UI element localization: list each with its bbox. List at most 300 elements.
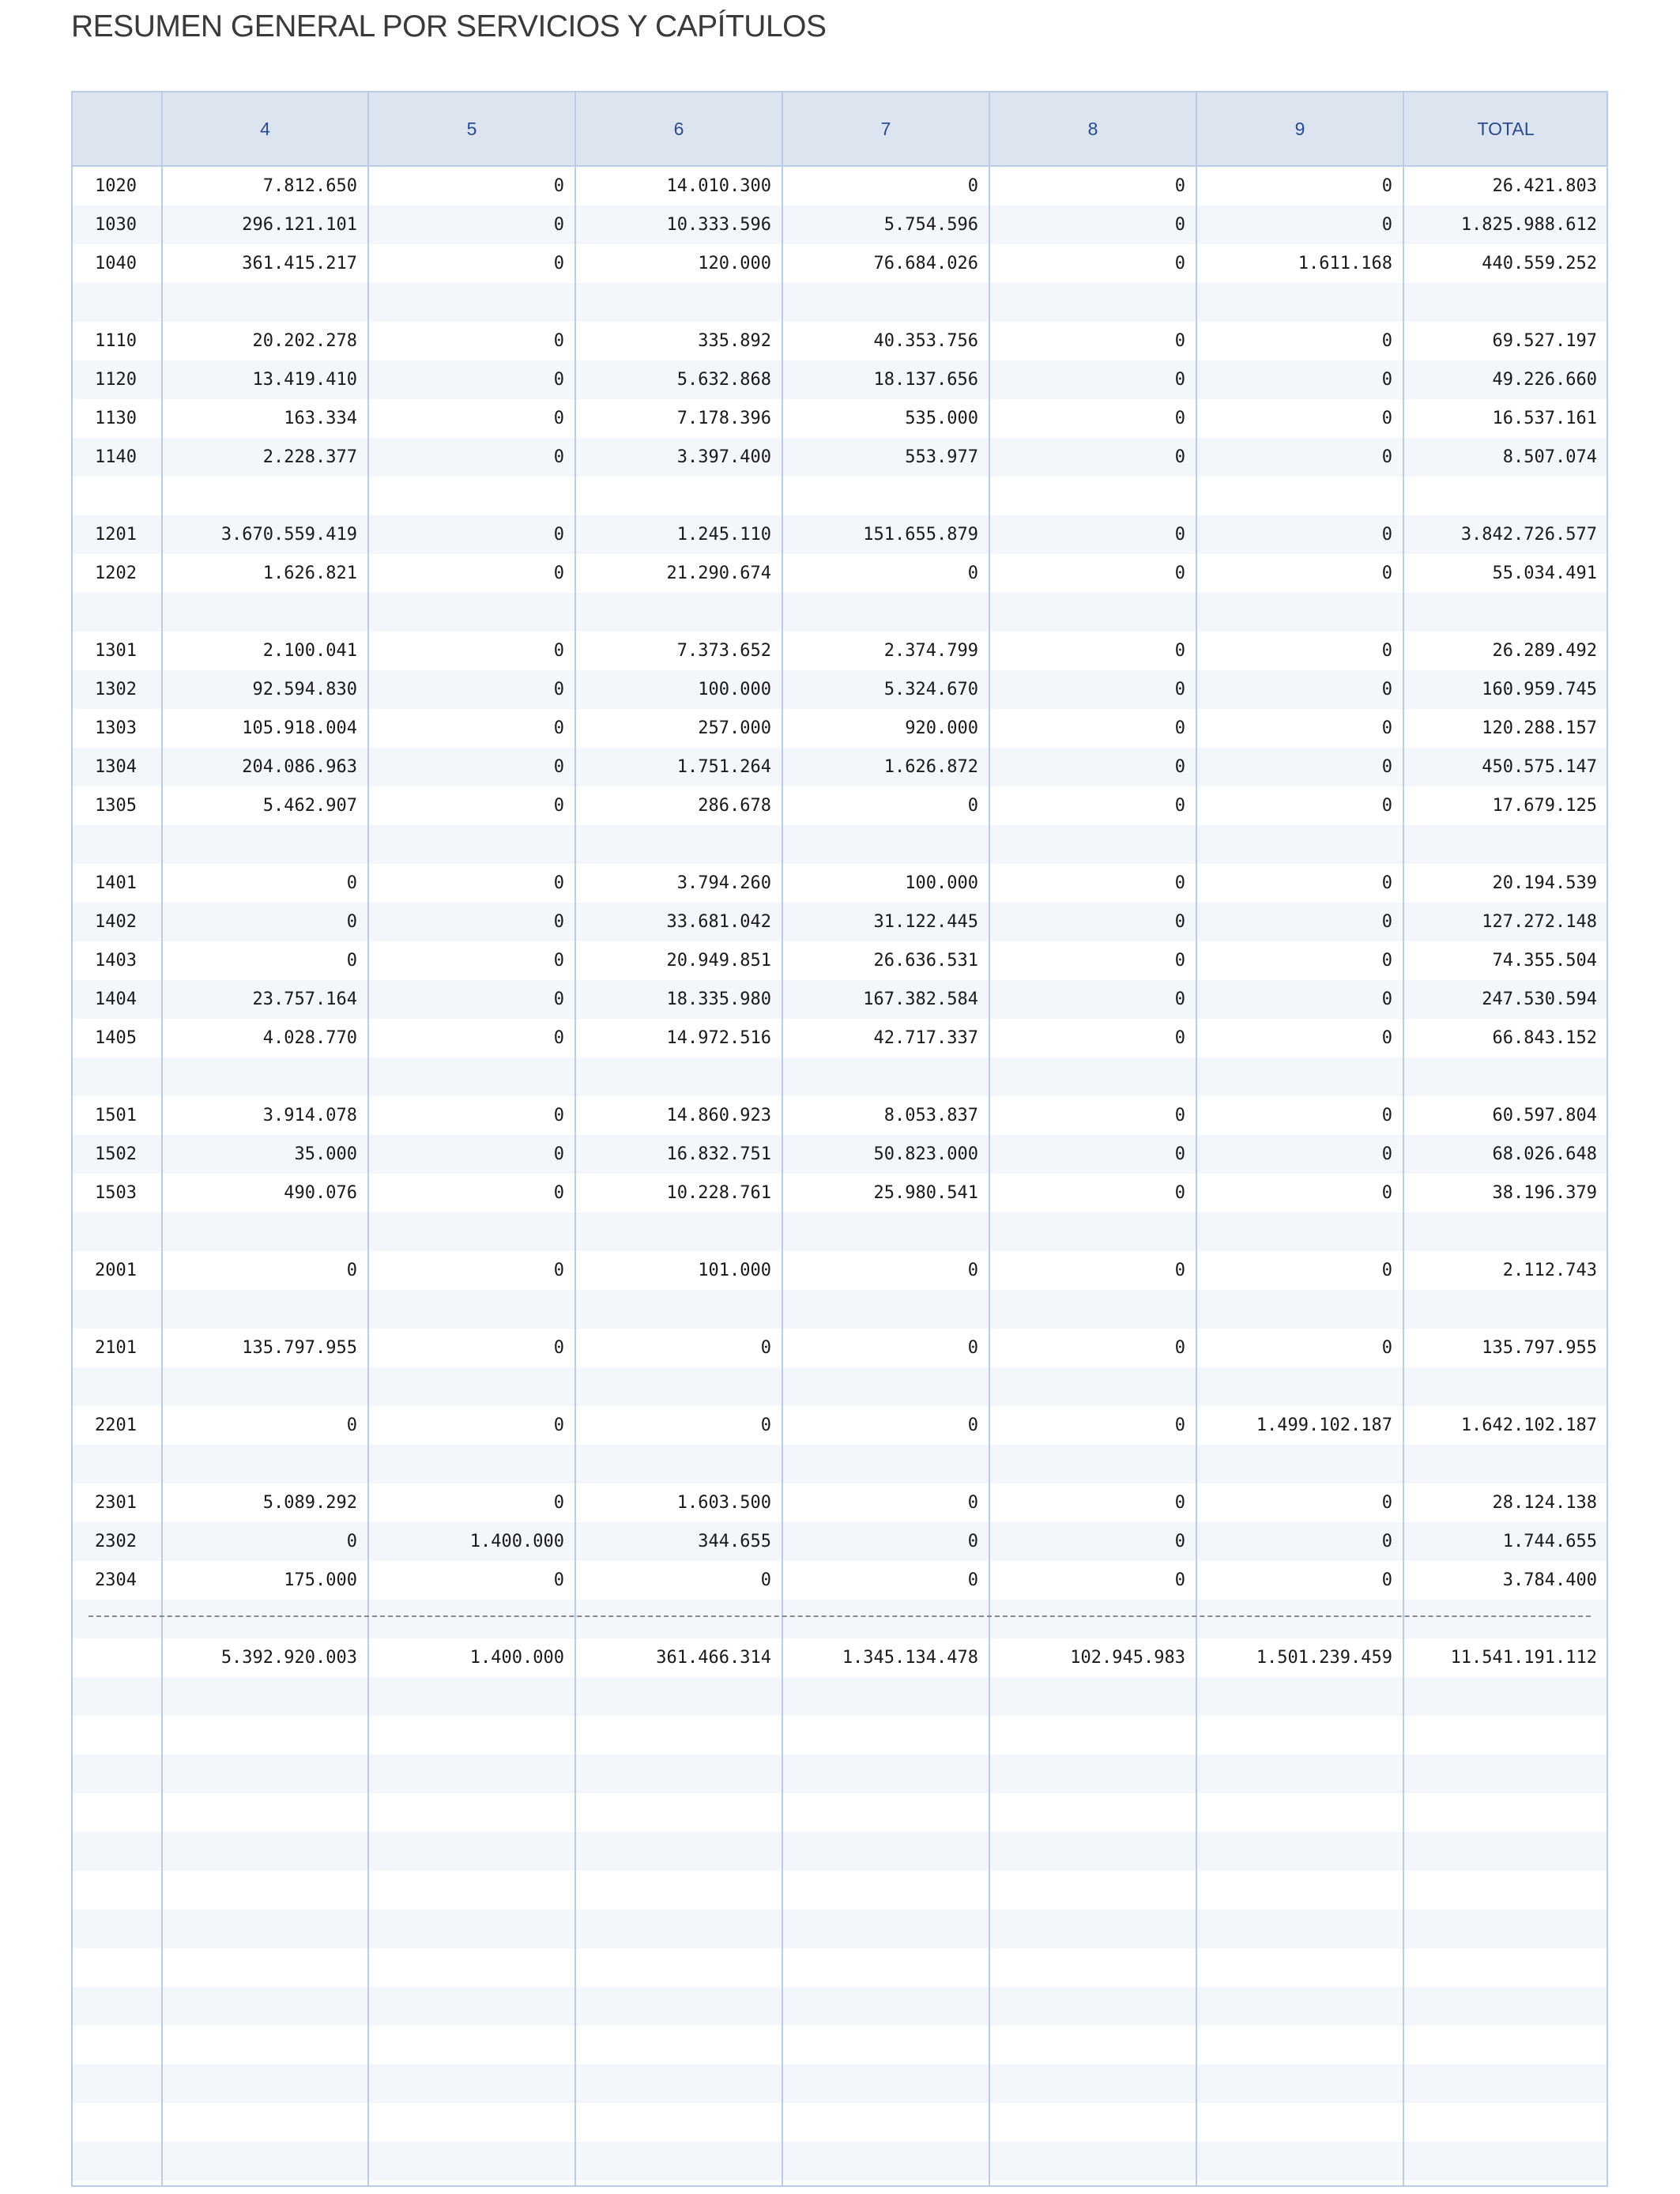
row-stripe — [73, 1909, 1607, 1948]
row-code: 1140 — [95, 447, 137, 467]
row-stripe — [73, 1600, 1607, 1638]
cell-cap-8: 0 — [1174, 641, 1185, 661]
row-code: 1402 — [95, 912, 137, 932]
cell-cap-8: 0 — [1174, 176, 1185, 196]
table-row — [73, 786, 1607, 825]
row-code: 2101 — [95, 1338, 137, 1358]
cell-cap-4: 163.334 — [284, 409, 357, 428]
cell-cap-4: 5.089.292 — [262, 1493, 357, 1513]
row-stripe — [73, 1367, 1607, 1406]
cell-cap-6: 20.949.851 — [666, 951, 771, 971]
table-row — [73, 670, 1607, 709]
cell-cap-9: 0 — [1381, 409, 1392, 428]
cell-cap-6: 100.000 — [698, 680, 771, 699]
cell-cap-7: 26.636.531 — [873, 951, 978, 971]
cell-cap-5: 0 — [553, 680, 564, 699]
cell-total: 49.226.660 — [1492, 370, 1597, 390]
row-stripe — [73, 1290, 1607, 1329]
cell-cap-9: 0 — [1381, 370, 1392, 390]
cell-cap-9: 0 — [1381, 215, 1392, 235]
cell-total: 68.026.648 — [1492, 1144, 1597, 1164]
cell-cap-7: 42.717.337 — [873, 1028, 978, 1048]
cell-cap-5: 0 — [553, 564, 564, 583]
column-divider — [367, 92, 369, 2185]
cell-cap-9: 0 — [1381, 1144, 1392, 1164]
total-row — [73, 1638, 1607, 1677]
cell-cap-5: 0 — [553, 176, 564, 196]
cell-cap-4: 23.757.164 — [252, 990, 357, 1009]
cell-total: 247.530.594 — [1482, 990, 1597, 1009]
cell-cap-9: 0 — [1381, 1570, 1392, 1590]
cell-cap-7: 0 — [967, 1338, 978, 1358]
cell-cap-4: 2.100.041 — [262, 641, 357, 661]
header-cell-7: 7 — [880, 119, 891, 139]
row-stripe — [73, 2181, 1607, 2187]
cell-cap-5: 0 — [553, 1106, 564, 1125]
cell-cap-6: 0 — [760, 1570, 771, 1590]
cell-cap-7: 0 — [967, 1570, 978, 1590]
cell-cap-5: 0 — [553, 1028, 564, 1048]
cell-cap-5: 0 — [553, 215, 564, 235]
cell-cap-8: 0 — [1174, 990, 1185, 1009]
cell-cap-8: 0 — [1174, 951, 1185, 971]
column-divider — [989, 92, 990, 2185]
row-stripe — [73, 1212, 1607, 1251]
table-row — [73, 438, 1607, 477]
cell-cap-9: 0 — [1381, 641, 1392, 661]
cell-cap-7: 920.000 — [905, 718, 978, 738]
cell-cap-8: 0 — [1174, 1106, 1185, 1125]
cell-cap-6: 1.751.264 — [676, 757, 771, 777]
cell-cap-8: 0 — [1174, 370, 1185, 390]
row-stripe — [73, 1057, 1607, 1096]
row-stripe — [73, 1755, 1607, 1793]
cell-cap-4: 1.626.821 — [262, 564, 357, 583]
cell-cap-8: 0 — [1174, 215, 1185, 235]
cell-cap-7: 18.137.656 — [873, 370, 978, 390]
row-code: 2001 — [95, 1261, 137, 1280]
cell-cap-8: 0 — [1174, 447, 1185, 467]
cell-cap-8: 0 — [1174, 680, 1185, 699]
cell-cap-7: 76.684.026 — [873, 254, 978, 273]
row-stripe — [73, 2064, 1607, 2103]
cell-cap-9: 0 — [1381, 1028, 1392, 1048]
cell-cap-5: 0 — [553, 757, 564, 777]
cell-cap-5: 0 — [553, 718, 564, 738]
cell-cap-6: 14.972.516 — [666, 1028, 771, 1048]
cell-cap-7: 0 — [967, 1416, 978, 1435]
row-stripe — [73, 1793, 1607, 1832]
cell-cap-4: 490.076 — [284, 1183, 357, 1203]
table-row — [73, 1096, 1607, 1135]
cell-cap-7: 50.823.000 — [873, 1144, 978, 1164]
cell-cap-6: 5.632.868 — [676, 370, 771, 390]
cell-cap-7: 1.626.872 — [883, 757, 978, 777]
cell-cap-6: 1.245.110 — [676, 525, 771, 545]
row-code: 1040 — [95, 254, 137, 273]
header-cell-4: 4 — [260, 119, 270, 139]
cell-cap-6: 3.397.400 — [676, 447, 771, 467]
cell-cap-6: 0 — [760, 1416, 771, 1435]
cell-cap-8: 0 — [1174, 1416, 1185, 1435]
cell-cap-8: 0 — [1174, 1570, 1185, 1590]
cell-cap-5: 0 — [553, 409, 564, 428]
cell-cap-5: 0 — [553, 254, 564, 273]
row-stripe — [73, 593, 1607, 631]
cell-cap-7: 5.754.596 — [883, 215, 978, 235]
cell-cap-8: 0 — [1174, 1261, 1185, 1280]
cell-total: 69.527.197 — [1492, 331, 1597, 351]
summary-table — [71, 91, 1608, 2187]
cell-total: 55.034.491 — [1492, 564, 1597, 583]
header-cell-6: 6 — [673, 119, 684, 139]
cell-total: 1.744.655 — [1502, 1532, 1597, 1551]
page-title: RESUMEN GENERAL POR SERVICIOS Y CAPÍTULOS — [71, 9, 827, 43]
cell-cap-6: 344.655 — [698, 1532, 771, 1551]
header-cell-total: TOTAL — [1477, 119, 1535, 139]
row-code: 1201 — [95, 525, 137, 545]
cell-total: 26.421.803 — [1492, 176, 1597, 196]
row-code: 2302 — [95, 1532, 137, 1551]
cell-total: 120.288.157 — [1482, 718, 1597, 738]
cell-total: 1.825.988.612 — [1460, 215, 1597, 235]
cell-cap-5: 0 — [553, 1338, 564, 1358]
cell-cap-5: 0 — [553, 331, 564, 351]
row-code: 1502 — [95, 1144, 137, 1164]
cell-cap-9: 0 — [1381, 1493, 1392, 1513]
cell-cap-4: 0 — [346, 1532, 357, 1551]
cell-cap-9: 0 — [1381, 718, 1392, 738]
cell-cap-9: 0 — [1381, 1338, 1392, 1358]
cell-cap-4: 3.670.559.419 — [220, 525, 357, 545]
row-code: 1501 — [95, 1106, 137, 1125]
cell-cap-4: 0 — [346, 1416, 357, 1435]
cell-cap-8: 0 — [1174, 1338, 1185, 1358]
cell-cap-4: 4.028.770 — [262, 1028, 357, 1048]
total-separator — [89, 1615, 1591, 1617]
table-row — [73, 244, 1607, 283]
row-code: 1503 — [95, 1183, 137, 1203]
cell-cap-5: 0 — [553, 641, 564, 661]
table-row — [73, 1483, 1607, 1522]
cell-cap-6: 21.290.674 — [666, 564, 771, 583]
row-code: 1401 — [95, 873, 137, 893]
cell-cap-8: 0 — [1174, 254, 1185, 273]
table-row — [73, 360, 1607, 399]
table-row — [73, 1135, 1607, 1174]
cell-cap-8: 0 — [1174, 1493, 1185, 1513]
cell-cap-9: 0 — [1381, 564, 1392, 583]
cell-cap-5: 0 — [553, 525, 564, 545]
cell-cap-8: 0 — [1174, 1532, 1185, 1551]
cell-cap-5: 0 — [553, 1416, 564, 1435]
cell-total: 8.507.074 — [1502, 447, 1597, 467]
row-code: 1301 — [95, 641, 137, 661]
row-code: 1120 — [95, 370, 137, 390]
column-divider — [161, 92, 163, 2185]
table-row — [73, 1329, 1607, 1367]
cell-cap-8: 0 — [1174, 409, 1185, 428]
row-stripe — [73, 1445, 1607, 1483]
cell-total: 160.959.745 — [1482, 680, 1597, 699]
cell-cap-5: 0 — [553, 447, 564, 467]
cell-cap-4: 0 — [346, 873, 357, 893]
cell-cap-9: 0 — [1381, 1106, 1392, 1125]
cell-cap-4: 5.462.907 — [262, 796, 357, 816]
table-row — [73, 554, 1607, 593]
cell-cap-4: 20.202.278 — [252, 331, 357, 351]
cell-cap-5: 0 — [553, 912, 564, 932]
cell-total: 1.642.102.187 — [1460, 1416, 1597, 1435]
row-code: 1202 — [95, 564, 137, 583]
header-cell-5: 5 — [466, 119, 477, 139]
cell-cap-9: 1.499.102.187 — [1256, 1416, 1392, 1435]
cell-total: 440.559.252 — [1482, 254, 1597, 273]
cell-cap-5: 0 — [553, 1144, 564, 1164]
cell-cap-7: 0 — [967, 1261, 978, 1280]
cell-cap-8: 102.945.983 — [1070, 1648, 1185, 1668]
row-stripe — [73, 1871, 1607, 1909]
cell-cap-9: 0 — [1381, 1261, 1392, 1280]
cell-cap-7: 0 — [967, 564, 978, 583]
cell-total: 11.541.191.112 — [1450, 1648, 1597, 1668]
cell-cap-9: 1.611.168 — [1298, 254, 1392, 273]
column-divider — [1196, 92, 1197, 2185]
cell-cap-7: 151.655.879 — [863, 525, 978, 545]
cell-cap-6: 14.860.923 — [666, 1106, 771, 1125]
row-stripe — [73, 1716, 1607, 1755]
cell-cap-8: 0 — [1174, 1144, 1185, 1164]
cell-cap-5: 0 — [553, 1493, 564, 1513]
row-stripe — [73, 2026, 1607, 2064]
column-divider — [574, 92, 576, 2185]
table-row — [73, 205, 1607, 244]
row-stripe — [73, 825, 1607, 864]
cell-cap-9: 0 — [1381, 447, 1392, 467]
cell-cap-8: 0 — [1174, 1183, 1185, 1203]
row-stripe — [73, 1987, 1607, 2026]
cell-cap-7: 0 — [967, 176, 978, 196]
row-code: 2304 — [95, 1570, 137, 1590]
cell-cap-8: 0 — [1174, 757, 1185, 777]
cell-cap-4: 5.392.920.003 — [220, 1648, 357, 1668]
row-code: 1303 — [95, 718, 137, 738]
row-stripe — [73, 283, 1607, 322]
row-code: 2201 — [95, 1416, 137, 1435]
cell-total: 3.784.400 — [1502, 1570, 1597, 1590]
cell-cap-7: 100.000 — [905, 873, 978, 893]
row-stripe — [73, 1948, 1607, 1987]
row-stripe — [73, 1832, 1607, 1871]
cell-total: 2.112.743 — [1502, 1261, 1597, 1280]
cell-cap-9: 0 — [1381, 873, 1392, 893]
row-code: 1304 — [95, 757, 137, 777]
cell-total: 450.575.147 — [1482, 757, 1597, 777]
cell-cap-5: 0 — [553, 1183, 564, 1203]
cell-cap-4: 92.594.830 — [252, 680, 357, 699]
cell-total: 38.196.379 — [1492, 1183, 1597, 1203]
cell-total: 20.194.539 — [1492, 873, 1597, 893]
cell-cap-4: 3.914.078 — [262, 1106, 357, 1125]
table-row — [73, 167, 1607, 205]
cell-cap-7: 25.980.541 — [873, 1183, 978, 1203]
cell-cap-9: 0 — [1381, 525, 1392, 545]
cell-cap-9: 0 — [1381, 1183, 1392, 1203]
cell-cap-6: 14.010.300 — [666, 176, 771, 196]
cell-cap-6: 1.603.500 — [676, 1493, 771, 1513]
row-code: 1130 — [95, 409, 137, 428]
cell-total: 66.843.152 — [1492, 1028, 1597, 1048]
table-row — [73, 1251, 1607, 1290]
cell-cap-7: 1.345.134.478 — [842, 1648, 978, 1668]
cell-total: 3.842.726.577 — [1460, 525, 1597, 545]
cell-cap-4: 13.419.410 — [252, 370, 357, 390]
cell-cap-4: 296.121.101 — [242, 215, 357, 235]
row-code: 1404 — [95, 990, 137, 1009]
cell-cap-8: 0 — [1174, 912, 1185, 932]
cell-cap-9: 0 — [1381, 1532, 1392, 1551]
cell-cap-6: 7.373.652 — [676, 641, 771, 661]
cell-cap-7: 8.053.837 — [883, 1106, 978, 1125]
cell-total: 28.124.138 — [1492, 1493, 1597, 1513]
cell-cap-4: 7.812.650 — [262, 176, 357, 196]
cell-total: 16.537.161 — [1492, 409, 1597, 428]
row-code: 1403 — [95, 951, 137, 971]
row-code: 1302 — [95, 680, 137, 699]
cell-cap-5: 1.400.000 — [469, 1648, 564, 1668]
table-row — [73, 631, 1607, 670]
cell-cap-5: 0 — [553, 370, 564, 390]
cell-cap-7: 167.382.584 — [863, 990, 978, 1009]
row-stripe — [73, 477, 1607, 515]
cell-cap-8: 0 — [1174, 718, 1185, 738]
cell-total: 26.289.492 — [1492, 641, 1597, 661]
cell-cap-5: 0 — [553, 873, 564, 893]
column-divider — [1403, 92, 1404, 2185]
cell-total: 60.597.804 — [1492, 1106, 1597, 1125]
cell-cap-9: 0 — [1381, 680, 1392, 699]
cell-cap-4: 35.000 — [294, 1144, 357, 1164]
row-code: 1305 — [95, 796, 137, 816]
cell-cap-8: 0 — [1174, 525, 1185, 545]
cell-cap-6: 16.832.751 — [666, 1144, 771, 1164]
cell-cap-7: 40.353.756 — [873, 331, 978, 351]
cell-cap-4: 135.797.955 — [242, 1338, 357, 1358]
table-header — [73, 92, 1607, 167]
cell-cap-9: 0 — [1381, 990, 1392, 1009]
cell-cap-9: 0 — [1381, 912, 1392, 932]
table-row — [73, 941, 1607, 980]
cell-cap-5: 0 — [553, 796, 564, 816]
cell-cap-9: 0 — [1381, 796, 1392, 816]
cell-cap-5: 0 — [553, 1261, 564, 1280]
table-row — [73, 399, 1607, 438]
cell-cap-4: 204.086.963 — [242, 757, 357, 777]
cell-cap-6: 286.678 — [698, 796, 771, 816]
cell-cap-9: 0 — [1381, 331, 1392, 351]
cell-cap-4: 2.228.377 — [262, 447, 357, 467]
row-stripe — [73, 2103, 1607, 2142]
table-row — [73, 1522, 1607, 1561]
cell-cap-8: 0 — [1174, 331, 1185, 351]
cell-total: 74.355.504 — [1492, 951, 1597, 971]
cell-total: 135.797.955 — [1482, 1338, 1597, 1358]
table-row — [73, 1174, 1607, 1212]
row-code: 2301 — [95, 1493, 137, 1513]
cell-cap-6: 3.794.260 — [676, 873, 771, 893]
row-code: 1020 — [95, 176, 137, 196]
cell-cap-6: 257.000 — [698, 718, 771, 738]
cell-cap-7: 0 — [967, 1493, 978, 1513]
table-row — [73, 748, 1607, 786]
cell-cap-9: 0 — [1381, 176, 1392, 196]
cell-cap-8: 0 — [1174, 873, 1185, 893]
cell-cap-6: 0 — [760, 1338, 771, 1358]
cell-cap-8: 0 — [1174, 564, 1185, 583]
cell-cap-9: 0 — [1381, 757, 1392, 777]
cell-cap-7: 535.000 — [905, 409, 978, 428]
cell-cap-9: 0 — [1381, 951, 1392, 971]
column-divider — [782, 92, 783, 2185]
cell-cap-8: 0 — [1174, 796, 1185, 816]
cell-cap-5: 0 — [553, 1570, 564, 1590]
table-row — [73, 864, 1607, 903]
row-stripe — [73, 2142, 1607, 2181]
row-code: 1030 — [95, 215, 137, 235]
cell-cap-4: 0 — [346, 1261, 357, 1280]
table-row — [73, 709, 1607, 748]
table-row — [73, 980, 1607, 1019]
cell-cap-7: 0 — [967, 796, 978, 816]
table-row — [73, 322, 1607, 360]
cell-cap-4: 0 — [346, 912, 357, 932]
cell-cap-7: 553.977 — [905, 447, 978, 467]
row-code: 1110 — [95, 331, 137, 351]
header-cell-9: 9 — [1294, 119, 1305, 139]
cell-cap-6: 120.000 — [698, 254, 771, 273]
table-row — [73, 1019, 1607, 1057]
cell-total: 127.272.148 — [1482, 912, 1597, 932]
cell-cap-4: 0 — [346, 951, 357, 971]
cell-cap-6: 335.892 — [698, 331, 771, 351]
table-row — [73, 1561, 1607, 1600]
cell-cap-6: 33.681.042 — [666, 912, 771, 932]
header-cell-8: 8 — [1087, 119, 1098, 139]
cell-cap-5: 0 — [553, 951, 564, 971]
cell-cap-4: 105.918.004 — [242, 718, 357, 738]
table-row — [73, 903, 1607, 941]
cell-cap-8: 0 — [1174, 1028, 1185, 1048]
cell-cap-7: 2.374.799 — [883, 641, 978, 661]
cell-cap-9: 1.501.239.459 — [1256, 1648, 1392, 1668]
cell-total: 17.679.125 — [1492, 796, 1597, 816]
cell-cap-6: 10.228.761 — [666, 1183, 771, 1203]
cell-cap-6: 101.000 — [698, 1261, 771, 1280]
cell-cap-6: 361.466.314 — [656, 1648, 771, 1668]
cell-cap-4: 361.415.217 — [242, 254, 357, 273]
cell-cap-5: 1.400.000 — [469, 1532, 564, 1551]
cell-cap-4: 175.000 — [284, 1570, 357, 1590]
header-cell-code — [73, 92, 162, 165]
cell-cap-7: 31.122.445 — [873, 912, 978, 932]
table-row — [73, 1406, 1607, 1445]
cell-cap-6: 7.178.396 — [676, 409, 771, 428]
cell-cap-6: 18.335.980 — [666, 990, 771, 1009]
row-stripe — [73, 1677, 1607, 1716]
cell-cap-7: 5.324.670 — [883, 680, 978, 699]
row-code: 1405 — [95, 1028, 137, 1048]
table-row — [73, 515, 1607, 554]
